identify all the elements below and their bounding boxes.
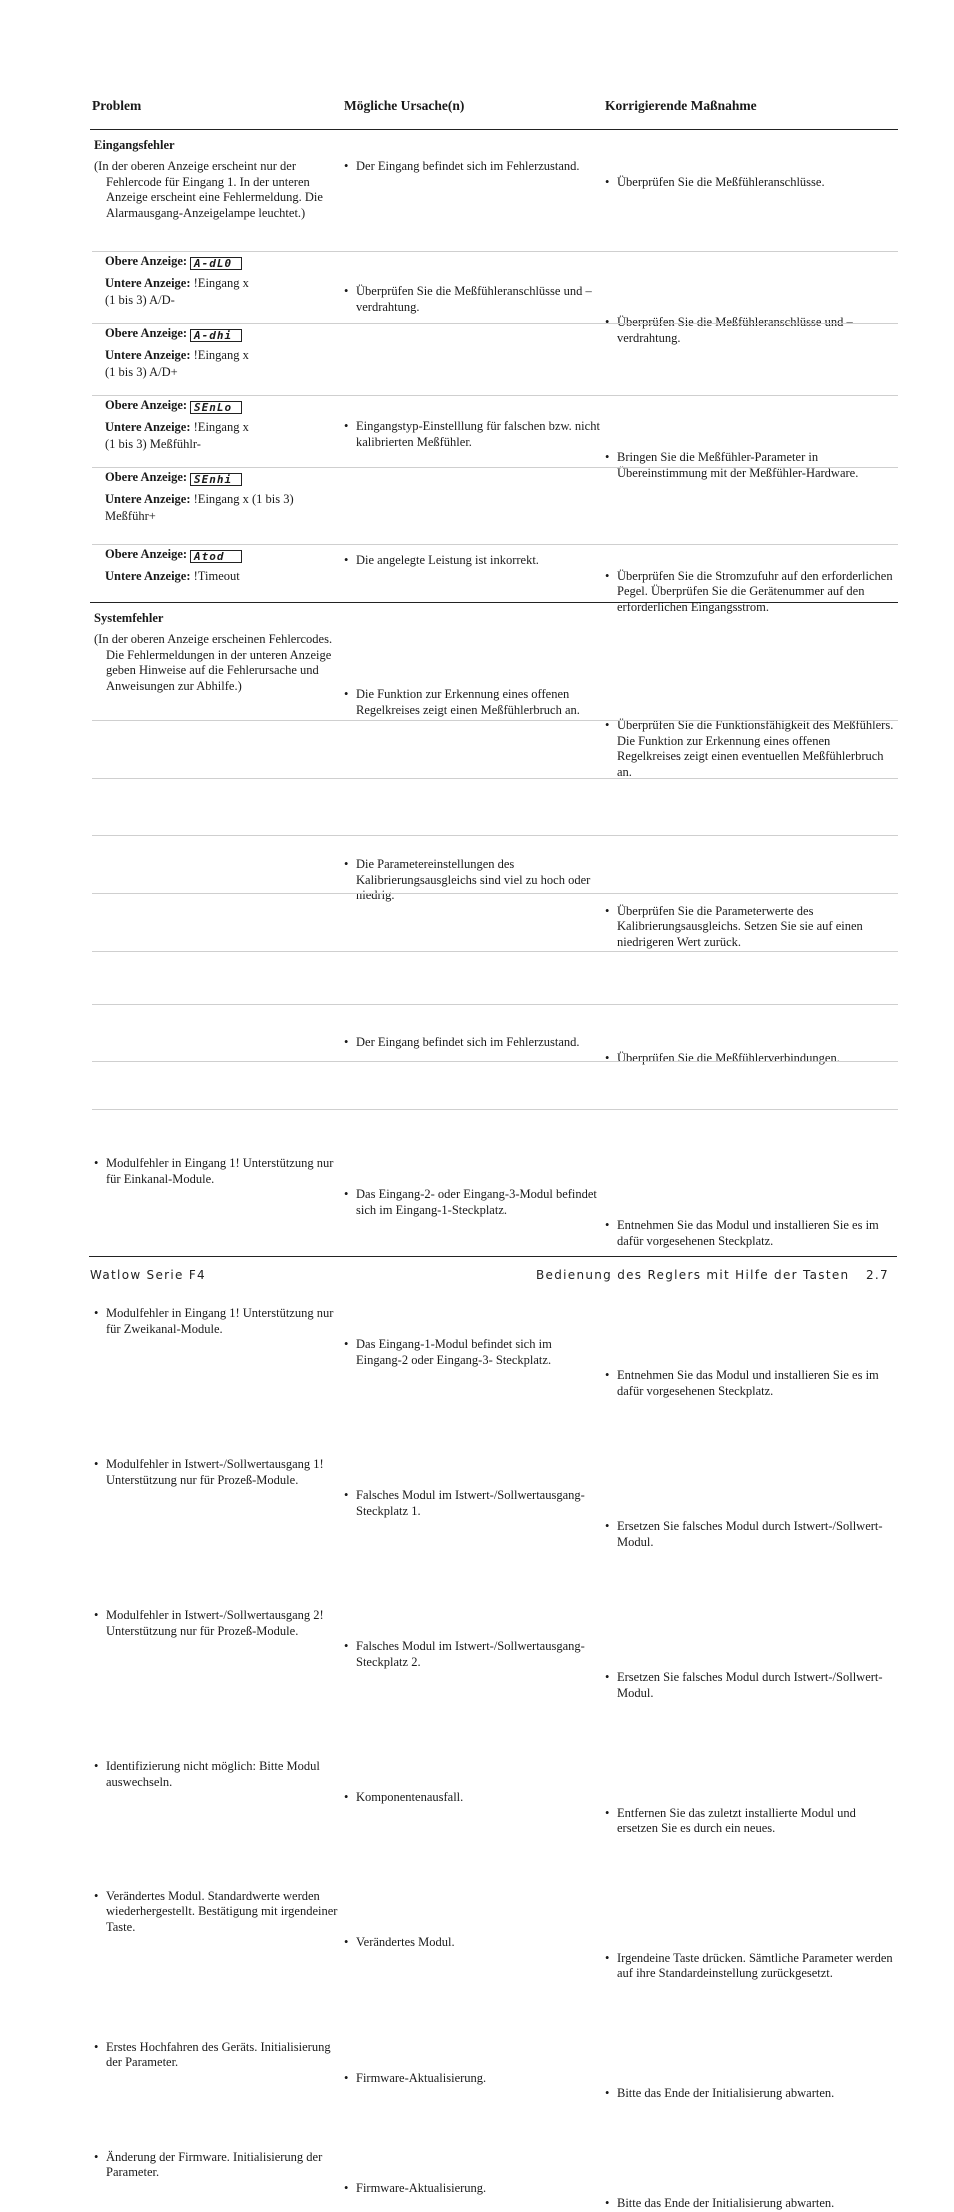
table-row-cause: • Die Parametereinstellungen des Kalibrierungsausgleichs sind viel zu hoch oder niedrig. [344, 857, 600, 904]
table-row-problem: • Identifizierung nicht möglich: Bitte Modul auswechseln. [94, 1759, 340, 1790]
table-row-problem: • Modulfehler in Eingang 1! Unterstützung nur für Zweikanal-Module. [94, 1306, 340, 1337]
lcd-display-icon: Atod [190, 550, 242, 563]
row-divider [92, 1109, 898, 1110]
table-row-problem: • Änderung der Firmware. Initialisierung der Parameter. [94, 2150, 340, 2181]
footer-rule [89, 1256, 897, 1257]
section-title-input-errors: Eingangsfehler [94, 138, 175, 152]
table-row-action: • Entfernen Sie das zuletzt installierte Modul und ersetzen Sie es durch ein neues. [605, 1806, 895, 1837]
row-divider [92, 720, 898, 721]
table-row-cause: • Falsches Modul im Istwert-/Sollwertausgang-Steckplatz 1. [344, 1488, 600, 1519]
table-row-problem: • Modulfehler in Eingang 1! Unterstützung nur für Einkanal-Module. [94, 1156, 340, 1187]
table-row-cause: • Firmware-Aktualisierung. [344, 2181, 600, 2197]
table-row-cause: • Komponentenausfall. [344, 1790, 600, 1806]
table-row-problem: Obere Anzeige: A-dL0 Untere Anzeige: !Eingang x (1 bis 3) A/D- [105, 254, 249, 307]
lcd-display-icon: A-dL0 [190, 257, 242, 270]
row-divider [92, 778, 898, 779]
section-title-system-errors: Systemfehler [94, 611, 164, 625]
table-row-cause: • Die Funktion zur Erkennung eines offenen Regelkreises zeigt einen Meßfühlerbruch an. [344, 687, 600, 718]
table-row-problem: • Modulfehler in Istwert-/Sollwertausgang 1! Unterstützung nur für Prozeß-Module. [94, 1457, 340, 1488]
table-row-action: • Überprüfen Sie die Meßfühleranschlüsse und –verdrahtung. [605, 315, 895, 346]
row-divider [92, 323, 898, 324]
table-row-action: • Bitte das Ende der Initialisierung abwarten. [605, 2196, 895, 2212]
header-action: Korrigierende Maßnahme [605, 98, 757, 113]
table-row-action: • Überprüfen Sie die Funktionsfähigkeit des Meßfühlers. Die Funktion zur Erkennung eines offenen Regelkreises zeigt einen eventuellen Meßfühlerbruch an. [605, 718, 895, 780]
header-rule [90, 129, 898, 130]
footer-left: Watlow Serie F4 [90, 1268, 206, 1282]
table-row-problem: • Erstes Hochfahren des Geräts. Initialisierung der Parameter. [94, 2040, 340, 2071]
table-row-problem: Obere Anzeige: SEnLo Untere Anzeige: !Eingang x (1 bis 3) Meßfühlr- [105, 398, 249, 451]
table-row-problem: Obere Anzeige: A-dhi Untere Anzeige: !Eingang x (1 bis 3) A/D+ [105, 326, 249, 379]
system-intro-action: • Überprüfen Sie die Meßfühlerverbindungen. [605, 1051, 895, 1067]
row-divider [92, 467, 898, 468]
footer-title: Bedienung des Reglers mit Hilfe der Tasten [536, 1268, 850, 1282]
row-divider [92, 951, 898, 952]
table-row-cause: • Überprüfen Sie die Meßfühleranschlüsse und –verdrahtung. [344, 284, 600, 315]
row-divider [92, 395, 898, 396]
table-row-cause: • Verändertes Modul. [344, 1935, 600, 1951]
table-row-cause: • Das Eingang-2- oder Eingang-3-Modul befindet sich im Eingang-1-Steckplatz. [344, 1187, 600, 1218]
table-row-cause: • Das Eingang-1-Modul befindet sich im Eingang-2 oder Eingang-3- Steckplatz. [344, 1337, 600, 1368]
system-intro-problem: (In der oberen Anzeige erscheinen Fehlercodes. Die Fehlermeldungen in der unteren Anzeige geben Hinweise auf die Fehlerursache und Anweisungen zur Abhilfe.) [94, 632, 333, 693]
lcd-display-icon: A-dhi [190, 329, 242, 342]
table-row-action: • Überprüfen Sie die Stromzufuhr auf den erforderlichen Pegel. Überprüfen Sie die Gerätenummer auf den erforderlichen Eingangsstrom. [605, 569, 895, 616]
row-divider [92, 893, 898, 894]
input-intro-cause: • Der Eingang befindet sich im Fehlerzustand. [344, 159, 600, 175]
table-row-problem: • Modulfehler in Istwert-/Sollwertausgang 2! Unterstützung nur für Prozeß-Module. [94, 1608, 340, 1639]
table-row-cause: • Die angelegte Leistung ist inkorrekt. [344, 553, 600, 569]
input-intro-problem: (In der oberen Anzeige erscheint nur der Fehlercode für Eingang 1. In der unteren Anzeige erscheint eine Fehlermeldung. Die Alarmausgang-Anzeigelampe leuchtet.) [94, 159, 323, 220]
section-rule [90, 602, 898, 603]
table-row-action: • Entnehmen Sie das Modul und installieren Sie es im dafür vorgesehenen Steckplatz. [605, 1218, 895, 1249]
table-row-cause: • Firmware-Aktualisierung. [344, 2071, 600, 2087]
table-row-problem: Obere Anzeige: SEnhi Untere Anzeige: !Eingang x (1 bis 3) Meßführ+ [105, 470, 294, 523]
table-row-action: • Bitte das Ende der Initialisierung abwarten. [605, 2086, 895, 2102]
table-row-action: • Entnehmen Sie das Modul und installieren Sie es im dafür vorgesehenen Steckplatz. [605, 1368, 895, 1399]
table-header [92, 98, 898, 118]
page-number: 2.7 [866, 1268, 889, 1282]
row-divider [92, 835, 898, 836]
table-row-cause: • Falsches Modul im Istwert-/Sollwertausgang-Steckplatz 2. [344, 1639, 600, 1670]
table-row-action: • Bringen Sie die Meßfühler-Parameter in Übereinstimmung mit der Meßfühler-Hardware. [605, 450, 895, 481]
lcd-display-icon: SEnhi [190, 473, 242, 486]
row-divider [92, 1061, 898, 1062]
header-problem: Problem [92, 98, 142, 113]
input-intro-action: • Überprüfen Sie die Meßfühleranschlüsse. [605, 175, 895, 191]
system-intro-cause: • Der Eingang befindet sich im Fehlerzustand. [344, 1035, 600, 1051]
table-row-action: • Irgendeine Taste drücken. Sämtliche Parameter werden auf ihre Standardeinstellung zurückgesetzt. [605, 1951, 895, 1982]
table-row-action: • Überprüfen Sie die Parameterwerte des Kalibrierungsausgleichs. Setzen Sie sie auf einen niedrigeren Wert zurück. [605, 904, 895, 951]
row-divider [92, 251, 898, 252]
table-row-problem: • Verändertes Modul. Standardwerte werden wiederhergestellt. Bestätigung mit irgendeiner Taste. [94, 1889, 340, 1936]
header-cause: Mögliche Ursache(n) [344, 98, 465, 113]
table-row-cause: • Eingangstyp-Einstelllung für falschen bzw. nicht kalibrierten Meßfühler. [344, 419, 600, 450]
table-row-action: • Ersetzen Sie falsches Modul durch Istwert-/Sollwert-Modul. [605, 1670, 895, 1701]
table-row-action: • Ersetzen Sie falsches Modul durch Istwert-/Sollwert-Modul. [605, 1519, 895, 1550]
table-row-problem: Obere Anzeige: Atod Untere Anzeige: !Timeout [94, 547, 340, 585]
row-divider [92, 1004, 898, 1005]
lcd-display-icon: SEnLo [190, 401, 242, 414]
row-divider [92, 544, 898, 545]
